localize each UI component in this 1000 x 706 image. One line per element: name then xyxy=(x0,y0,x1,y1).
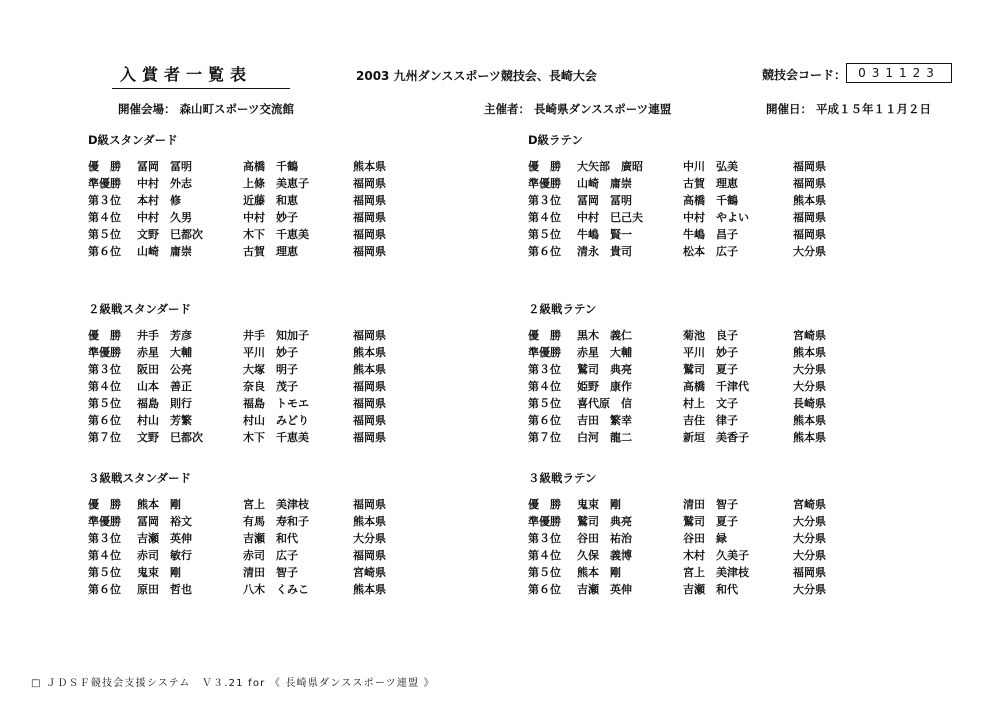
leader-name: 吉田 繁幸 xyxy=(577,414,632,427)
rank: 優 勝 xyxy=(88,498,121,511)
result-row xyxy=(528,209,948,226)
rank: 第４位 xyxy=(528,211,561,224)
partner-name: 村上 文子 xyxy=(683,397,738,410)
result-row xyxy=(528,344,948,361)
result-row xyxy=(88,513,508,530)
result-row xyxy=(88,327,508,344)
result-row xyxy=(528,530,948,547)
rank: 第４位 xyxy=(88,211,121,224)
partner-name: 宮上 美津枝 xyxy=(683,566,749,579)
section-title: ３級戦スタンダード xyxy=(88,471,192,485)
result-row xyxy=(528,412,948,429)
result-row xyxy=(528,547,948,564)
leader-name: 阪田 公亮 xyxy=(137,363,192,376)
rank: 第７位 xyxy=(88,431,121,444)
leader-name: 喜代原 信 xyxy=(577,397,632,410)
partner-name: 菊池 良子 xyxy=(683,329,738,342)
rank: 第３位 xyxy=(88,532,121,545)
prefecture: 熊本県 xyxy=(793,194,826,207)
rank: 第５位 xyxy=(88,566,121,579)
prefecture: 福岡県 xyxy=(353,380,386,393)
partner-name: 上條 美恵子 xyxy=(243,177,309,190)
leader-name: 鬼束 剛 xyxy=(577,498,621,511)
rank: 優 勝 xyxy=(88,329,121,342)
leader-name: 熊本 剛 xyxy=(577,566,621,579)
leader-name: 鷲司 典亮 xyxy=(577,515,632,528)
leader-name: 文野 巳都次 xyxy=(137,431,203,444)
result-row xyxy=(528,564,948,581)
result-row xyxy=(88,395,508,412)
rank: 第３位 xyxy=(528,532,561,545)
leader-name: 姫野 康作 xyxy=(577,380,632,393)
result-row xyxy=(88,378,508,395)
leader-name: 村山 芳繁 xyxy=(137,414,192,427)
rank: 準優勝 xyxy=(528,177,561,190)
prefecture: 熊本県 xyxy=(353,346,386,359)
prefecture: 大分県 xyxy=(793,515,826,528)
leader-name: 文野 巳都次 xyxy=(137,228,203,241)
result-row xyxy=(88,530,508,547)
section-2kyu-latin xyxy=(528,301,948,446)
leader-name: 吉瀬 英伸 xyxy=(577,583,632,596)
rank: 第６位 xyxy=(88,583,121,596)
prefecture: 福岡県 xyxy=(353,177,386,190)
result-row xyxy=(528,581,948,598)
leader-name: 赤司 敏行 xyxy=(137,549,192,562)
result-row xyxy=(528,378,948,395)
result-row xyxy=(88,581,508,598)
rank: 第４位 xyxy=(88,380,121,393)
result-row xyxy=(528,496,948,513)
result-row xyxy=(528,395,948,412)
rank: 第４位 xyxy=(528,380,561,393)
partner-name: 有馬 寿和子 xyxy=(243,515,309,528)
rank: 第５位 xyxy=(528,397,561,410)
leader-name: 山本 善正 xyxy=(137,380,192,393)
prefecture: 福岡県 xyxy=(793,177,826,190)
rank: 第３位 xyxy=(528,194,561,207)
partner-name: 清田 智子 xyxy=(243,566,298,579)
section-title: ３級戦ラテン xyxy=(528,471,597,485)
result-row xyxy=(88,361,508,378)
partner-name: 吉瀬 和代 xyxy=(683,583,738,596)
leader-name: 赤星 大輔 xyxy=(137,346,192,359)
partner-name: 高橋 千鶴 xyxy=(243,160,298,173)
result-row xyxy=(528,175,948,192)
rank: 第５位 xyxy=(88,228,121,241)
partner-name: 平川 妙子 xyxy=(683,346,738,359)
leader-name: 吉瀬 英伸 xyxy=(137,532,192,545)
leader-name: 久保 義博 xyxy=(577,549,632,562)
result-row xyxy=(528,429,948,446)
partner-name: 奈良 茂子 xyxy=(243,380,298,393)
rank: 第５位 xyxy=(88,397,121,410)
partner-name: 鷲司 夏子 xyxy=(683,515,738,528)
rank: 第６位 xyxy=(528,583,561,596)
leader-name: 冨岡 冨明 xyxy=(577,194,632,207)
prefecture: 大分県 xyxy=(793,549,826,562)
partner-name: 中村 やよい xyxy=(683,211,749,224)
leader-name: 冨岡 冨明 xyxy=(137,160,192,173)
event-name: 2003 九州ダンススポーツ競技会、長崎大会 xyxy=(356,69,597,83)
partner-name: 八木 くみこ xyxy=(243,583,309,596)
result-row xyxy=(528,513,948,530)
prefecture: 熊本県 xyxy=(353,363,386,376)
prefecture: 大分県 xyxy=(353,532,386,545)
page-title: 入賞者一覧表 xyxy=(112,62,290,89)
rank: 第７位 xyxy=(528,431,561,444)
leader-name: 福島 則行 xyxy=(137,397,192,410)
partner-name: 谷田 緑 xyxy=(683,532,727,545)
result-row xyxy=(528,361,948,378)
section-2kyu-standard xyxy=(88,301,508,446)
partner-name: 平川 妙子 xyxy=(243,346,298,359)
prefecture: 大分県 xyxy=(793,363,826,376)
result-row xyxy=(88,192,508,209)
result-row xyxy=(88,412,508,429)
prefecture: 福岡県 xyxy=(353,431,386,444)
prefecture: 熊本県 xyxy=(353,160,386,173)
section-d-standard xyxy=(88,132,508,260)
rank: 優 勝 xyxy=(528,498,561,511)
partner-name: 松本 広子 xyxy=(683,245,738,258)
leader-name: 中村 久男 xyxy=(137,211,192,224)
result-row xyxy=(528,243,948,260)
leader-name: 牛嶋 賢一 xyxy=(577,228,632,241)
result-row xyxy=(88,158,508,175)
organizer: 主催者： 長崎県ダンススポーツ連盟 xyxy=(484,102,672,116)
partner-name: 新垣 美香子 xyxy=(683,431,749,444)
prefecture: 福岡県 xyxy=(353,549,386,562)
rank: 準優勝 xyxy=(88,177,121,190)
rank: 第３位 xyxy=(528,363,561,376)
rank: 準優勝 xyxy=(88,346,121,359)
leader-name: 黒木 義仁 xyxy=(577,329,632,342)
partner-name: 宮上 美津枝 xyxy=(243,498,309,511)
prefecture: 福岡県 xyxy=(353,498,386,511)
section-3kyu-latin xyxy=(528,470,948,598)
rank: 第５位 xyxy=(528,228,561,241)
rank: 準優勝 xyxy=(88,515,121,528)
partner-name: 高橋 千津代 xyxy=(683,380,749,393)
leader-name: 熊本 剛 xyxy=(137,498,181,511)
prefecture: 宮崎県 xyxy=(793,329,826,342)
prefecture: 熊本県 xyxy=(353,515,386,528)
leader-name: 鬼束 剛 xyxy=(137,566,181,579)
partner-name: 木村 久美子 xyxy=(683,549,749,562)
prefecture: 福岡県 xyxy=(793,566,826,579)
leader-name: 中村 外志 xyxy=(137,177,192,190)
leader-name: 鷲司 典亮 xyxy=(577,363,632,376)
partner-name: 吉瀬 和代 xyxy=(243,532,298,545)
result-row xyxy=(88,344,508,361)
leader-name: 冨岡 裕文 xyxy=(137,515,192,528)
prefecture: 熊本県 xyxy=(793,346,826,359)
section-3kyu-standard xyxy=(88,470,508,598)
leader-name: 原田 哲也 xyxy=(137,583,192,596)
leader-name: 井手 芳彦 xyxy=(137,329,192,342)
result-row xyxy=(88,496,508,513)
partner-name: 村山 みどり xyxy=(243,414,309,427)
prefecture: 福岡県 xyxy=(353,211,386,224)
prefecture: 大分県 xyxy=(793,380,826,393)
partner-name: 清田 智子 xyxy=(683,498,738,511)
section-title: ２級戦ラテン xyxy=(528,302,597,316)
partner-name: 中川 弘美 xyxy=(683,160,738,173)
partner-name: 井手 知加子 xyxy=(243,329,309,342)
prefecture: 宮崎県 xyxy=(353,566,386,579)
result-row xyxy=(88,226,508,243)
partner-name: 鷲司 夏子 xyxy=(683,363,738,376)
partner-name: 近藤 和恵 xyxy=(243,194,298,207)
section-title: D級スタンダード xyxy=(88,133,178,147)
prefecture: 熊本県 xyxy=(793,431,826,444)
partner-name: 高橋 千鶴 xyxy=(683,194,738,207)
rank: 第４位 xyxy=(88,549,121,562)
partner-name: 木下 千恵美 xyxy=(243,431,309,444)
rank: 第５位 xyxy=(528,566,561,579)
prefecture: 福岡県 xyxy=(353,329,386,342)
venue: 開催会場： 森山町スポーツ交流館 xyxy=(118,102,295,116)
leader-name: 本村 修 xyxy=(137,194,181,207)
event-date: 開催日： 平成１５年１１月２日 xyxy=(766,102,932,116)
result-row xyxy=(88,175,508,192)
result-row xyxy=(88,547,508,564)
rank: 優 勝 xyxy=(88,160,121,173)
leader-name: 大矢部 廣昭 xyxy=(577,160,643,173)
rank: 第３位 xyxy=(88,194,121,207)
result-row xyxy=(88,564,508,581)
rank: 第６位 xyxy=(528,245,561,258)
result-row xyxy=(528,158,948,175)
prefecture: 長崎県 xyxy=(793,397,826,410)
competition-code: 031123 xyxy=(846,63,952,83)
competition-code-label: 競技会コード： xyxy=(762,68,847,82)
leader-name: 谷田 祐治 xyxy=(577,532,632,545)
section-d-latin xyxy=(528,132,948,260)
prefecture: 福岡県 xyxy=(353,397,386,410)
partner-name: 木下 千恵美 xyxy=(243,228,309,241)
leader-name: 山崎 庸崇 xyxy=(137,245,192,258)
partner-name: 大塚 明子 xyxy=(243,363,298,376)
rank: 第６位 xyxy=(88,414,121,427)
result-row xyxy=(528,226,948,243)
partner-name: 古賀 理恵 xyxy=(683,177,738,190)
section-title: D級ラテン xyxy=(528,133,583,147)
partner-name: 福島 トモエ xyxy=(243,397,309,410)
leader-name: 赤星 大輔 xyxy=(577,346,632,359)
prefecture: 熊本県 xyxy=(793,414,826,427)
rank: 第４位 xyxy=(528,549,561,562)
prefecture: 福岡県 xyxy=(793,211,826,224)
prefecture: 大分県 xyxy=(793,245,826,258)
partner-name: 中村 妙子 xyxy=(243,211,298,224)
prefecture: 熊本県 xyxy=(353,583,386,596)
leader-name: 清永 貴司 xyxy=(577,245,632,258)
result-row xyxy=(88,209,508,226)
system-footer: □ ＪＤＳＦ競技会支援システム Ｖ３.21 for 《 長崎県ダンススポーツ連盟 》 xyxy=(31,678,435,689)
prefecture: 大分県 xyxy=(793,532,826,545)
result-row xyxy=(88,243,508,260)
result-row xyxy=(528,327,948,344)
prefecture: 宮崎県 xyxy=(793,498,826,511)
prefecture: 福岡県 xyxy=(353,194,386,207)
rank: 優 勝 xyxy=(528,160,561,173)
prefecture: 福岡県 xyxy=(793,228,826,241)
leader-name: 中村 巳己夫 xyxy=(577,211,643,224)
rank: 準優勝 xyxy=(528,346,561,359)
rank: 第６位 xyxy=(88,245,121,258)
section-title: ２級戦スタンダード xyxy=(88,302,192,316)
rank: 準優勝 xyxy=(528,515,561,528)
prefecture: 福岡県 xyxy=(793,160,826,173)
rank: 第６位 xyxy=(528,414,561,427)
result-row xyxy=(88,429,508,446)
prefecture: 福岡県 xyxy=(353,245,386,258)
leader-name: 白河 龍二 xyxy=(577,431,632,444)
prefecture: 福岡県 xyxy=(353,414,386,427)
partner-name: 牛嶋 昌子 xyxy=(683,228,738,241)
rank: 優 勝 xyxy=(528,329,561,342)
partner-name: 古賀 理恵 xyxy=(243,245,298,258)
leader-name: 山崎 庸崇 xyxy=(577,177,632,190)
rank: 第３位 xyxy=(88,363,121,376)
partner-name: 吉住 律子 xyxy=(683,414,738,427)
partner-name: 赤司 広子 xyxy=(243,549,298,562)
prefecture: 福岡県 xyxy=(353,228,386,241)
prefecture: 大分県 xyxy=(793,583,826,596)
result-row xyxy=(528,192,948,209)
